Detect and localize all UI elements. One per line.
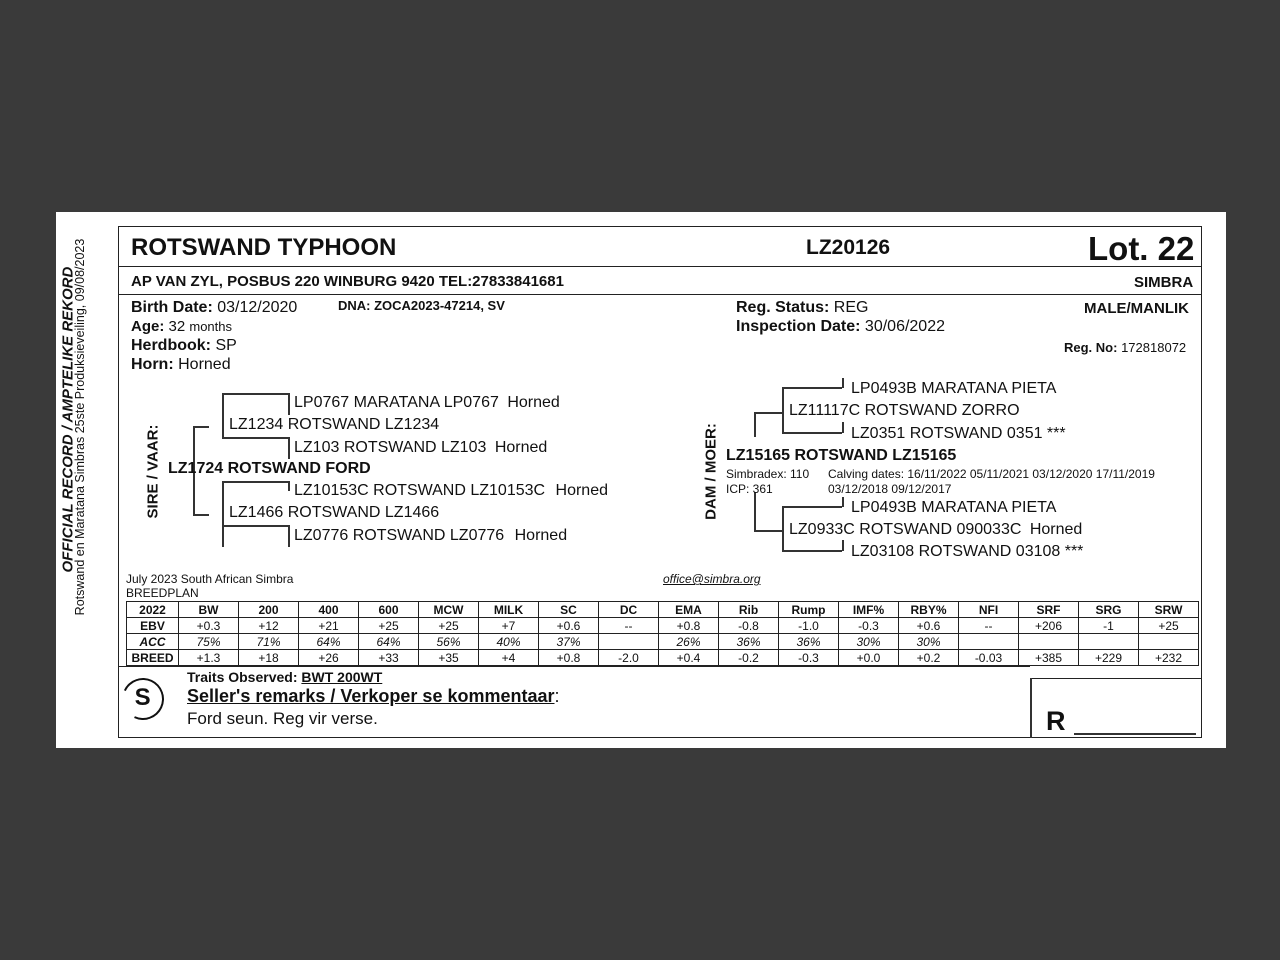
ebv-cell: +0.6 — [899, 618, 959, 634]
auction-label: Rotswand en Maratana Simbras 25ste Produksieveiling, 09/08/2023 — [73, 238, 87, 616]
dam-calving-dates-2: 03/12/2018 09/12/2017 — [828, 482, 952, 496]
ebv-row-breed — [127, 650, 1199, 666]
dam-sire: LZ11117C ROTSWAND ZORRO — [789, 402, 1020, 419]
ebv-cell: -0.3 — [779, 650, 839, 666]
ebv-header-cell: 600 — [359, 602, 419, 618]
seller-remarks-text: Ford seun. Reg vir verse. — [187, 709, 378, 728]
ebv-cell: 36% — [719, 634, 779, 650]
ebv-cell: 64% — [359, 634, 419, 650]
dam-simbradex: Simbradex: 110 — [726, 467, 810, 481]
animal-record-card — [56, 212, 1226, 748]
owner-info: AP VAN ZYL, POSBUS 220 WINBURG 9420 TEL:27833841681 — [131, 273, 564, 290]
ebv-header-cell: EMA — [659, 602, 719, 618]
ebv-header-cell: BW — [179, 602, 239, 618]
ebv-cell: 30% — [899, 634, 959, 650]
ebv-cell: +206 — [1019, 618, 1079, 634]
sire-sire-dam: LZ103 ROTSWAND LZ103 Horned — [294, 439, 548, 456]
simbra-email-link[interactable]: office@simbra.org — [663, 572, 761, 586]
ebv-row-acc — [127, 634, 1199, 650]
ebv-cell: -0.8 — [719, 618, 779, 634]
ebv-cell: +0.6 — [539, 618, 599, 634]
ebv-cell — [959, 634, 1019, 650]
ebv-cell: +1.3 — [179, 650, 239, 666]
sire-dam-dam: LZ0776 ROTSWAND LZ0776 Horned — [294, 527, 568, 544]
ebv-cell: +33 — [359, 650, 419, 666]
ebv-cell: -2.0 — [599, 650, 659, 666]
ebv-header-cell: 400 — [299, 602, 359, 618]
ebv-header-cell: DC — [599, 602, 659, 618]
sire-side-label: SIRE / VAAR: — [144, 424, 162, 519]
ebv-cell: 64% — [299, 634, 359, 650]
sire-dam: LZ1466 ROTSWAND LZ1466 — [229, 504, 440, 521]
ebv-cell: +0.0 — [839, 650, 899, 666]
ebv-header-cell: SRW — [1139, 602, 1199, 618]
ebv-cell: +21 — [299, 618, 359, 634]
ebv-cell: +229 — [1079, 650, 1139, 666]
lot-number: Lot. 22 — [1088, 230, 1195, 267]
ebv-cell: -- — [599, 618, 659, 634]
ebv-cell: -1 — [1079, 618, 1139, 634]
dam-icp: ICP: 361 — [726, 482, 773, 496]
ebv-cell: 56% — [419, 634, 479, 650]
ebv-cell: 26% — [659, 634, 719, 650]
traits-observed: Traits Observed: BWT 200WT — [187, 669, 383, 685]
price-field-line — [1074, 733, 1196, 735]
ebv-header-cell: Rump — [779, 602, 839, 618]
price-label: R — [1046, 706, 1066, 736]
ebv-header-cell: Rib — [719, 602, 779, 618]
ebv-cell: 36% — [779, 634, 839, 650]
dam-calving-dates: Calving dates: 16/11/2022 05/11/2021 03/12/2020 17/11/2019 — [828, 467, 1155, 481]
ebv-cell: +0.2 — [899, 650, 959, 666]
ebv-header-cell: SRF — [1019, 602, 1079, 618]
ebv-cell — [1019, 634, 1079, 650]
ebv-header-cell: SRG — [1079, 602, 1139, 618]
ebv-cell: +0.8 — [659, 618, 719, 634]
ebv-cell: -0.2 — [719, 650, 779, 666]
official-record-label: OFFICIAL RECORD / AMPTELIKE REKORD — [59, 266, 77, 573]
dam-dam-sire: LP0493B MARATANA PIETA — [851, 499, 1057, 516]
ebv-cell: +0.8 — [539, 650, 599, 666]
breed-label: SIMBRA — [1134, 274, 1194, 291]
ebv-cell: EBV — [127, 618, 179, 634]
birth-date: Birth Date: 03/12/2020 — [131, 299, 298, 316]
ebv-header-row — [127, 602, 1199, 618]
ebv-cell: -0.03 — [959, 650, 1019, 666]
ebv-row-ebv — [127, 618, 1199, 634]
ebv-cell — [1139, 634, 1199, 650]
dam-side-label: DAM / MOER: — [702, 423, 720, 520]
ebv-header-cell: RBY% — [899, 602, 959, 618]
ebv-cell: -0.3 — [839, 618, 899, 634]
ebv-cell: +0.3 — [179, 618, 239, 634]
sire-sire-sire: LP0767 MARATANA LP0767 Horned — [294, 394, 560, 411]
dna-info: DNA: ZOCA2023-47214, SV — [338, 298, 505, 313]
ebv-cell: +232 — [1139, 650, 1199, 666]
animal-code: LZ20126 — [806, 236, 891, 259]
dam-sire-dam: LZ0351 ROTSWAND 0351 *** — [851, 425, 1066, 442]
ebv-header-cell: 2022 — [127, 602, 179, 618]
dam-name: LZ15165 ROTSWAND LZ15165 — [726, 447, 957, 464]
ebv-header-cell: MILK — [479, 602, 539, 618]
ebv-cell: +25 — [359, 618, 419, 634]
ebv-cell: BREED — [127, 650, 179, 666]
sire-dam-sire: LZ10153C ROTSWAND LZ10153C Horned — [294, 482, 608, 499]
breedplan-label: BREEDPLAN — [126, 586, 199, 600]
ebv-cell: 30% — [839, 634, 899, 650]
ebv-cell — [599, 634, 659, 650]
ebv-cell: +26 — [299, 650, 359, 666]
sire-name: LZ1724 ROTSWAND FORD — [168, 460, 371, 477]
ebv-cell: +35 — [419, 650, 479, 666]
reg-number: Reg. No: 172818072 — [1064, 340, 1187, 355]
ebv-cell: 71% — [239, 634, 299, 650]
breedplan-source: July 2023 South African Simbra — [126, 572, 294, 586]
ebv-cell: +7 — [479, 618, 539, 634]
ebv-cell: -1.0 — [779, 618, 839, 634]
ebv-cell: 75% — [179, 634, 239, 650]
ebv-cell: 37% — [539, 634, 599, 650]
ebv-cell: +25 — [419, 618, 479, 634]
age: Age: 32 months — [131, 318, 233, 335]
ebv-header-cell: SC — [539, 602, 599, 618]
ebv-table — [126, 601, 1199, 666]
ebv-header-cell: IMF% — [839, 602, 899, 618]
ebv-cell: -- — [959, 618, 1019, 634]
ebv-header-cell: NFI — [959, 602, 1019, 618]
seller-remarks-label: Seller's remarks / Verkoper se kommentaar: — [187, 686, 560, 706]
horn: Horn: Horned — [131, 356, 231, 373]
simbra-s-logo: S — [116, 672, 170, 726]
inspection-date: Inspection Date: 30/06/2022 — [736, 318, 945, 335]
ebv-cell: +4 — [479, 650, 539, 666]
ebv-header-cell: 200 — [239, 602, 299, 618]
ebv-cell: ACC — [127, 634, 179, 650]
dam-dam: LZ0933C ROTSWAND 090033C Horned — [789, 521, 1083, 538]
ebv-cell — [1079, 634, 1139, 650]
animal-name: ROTSWAND TYPHOON — [131, 234, 397, 261]
sex-label: MALE/MANLIK — [1084, 300, 1189, 317]
ebv-cell: +0.4 — [659, 650, 719, 666]
ebv-cell: 40% — [479, 634, 539, 650]
ebv-header-cell: MCW — [419, 602, 479, 618]
sire-sire: LZ1234 ROTSWAND LZ1234 — [229, 416, 440, 433]
herdbook: Herdbook: SP — [131, 337, 237, 354]
ebv-cell: +25 — [1139, 618, 1199, 634]
dam-dam-dam: LZ03108 ROTSWAND 03108 *** — [851, 543, 1084, 560]
dam-sire-sire: LP0493B MARATANA PIETA — [851, 380, 1057, 397]
ebv-cell: +385 — [1019, 650, 1079, 666]
ebv-cell: +18 — [239, 650, 299, 666]
ebv-cell: +12 — [239, 618, 299, 634]
reg-status: Reg. Status: REG — [736, 299, 869, 316]
